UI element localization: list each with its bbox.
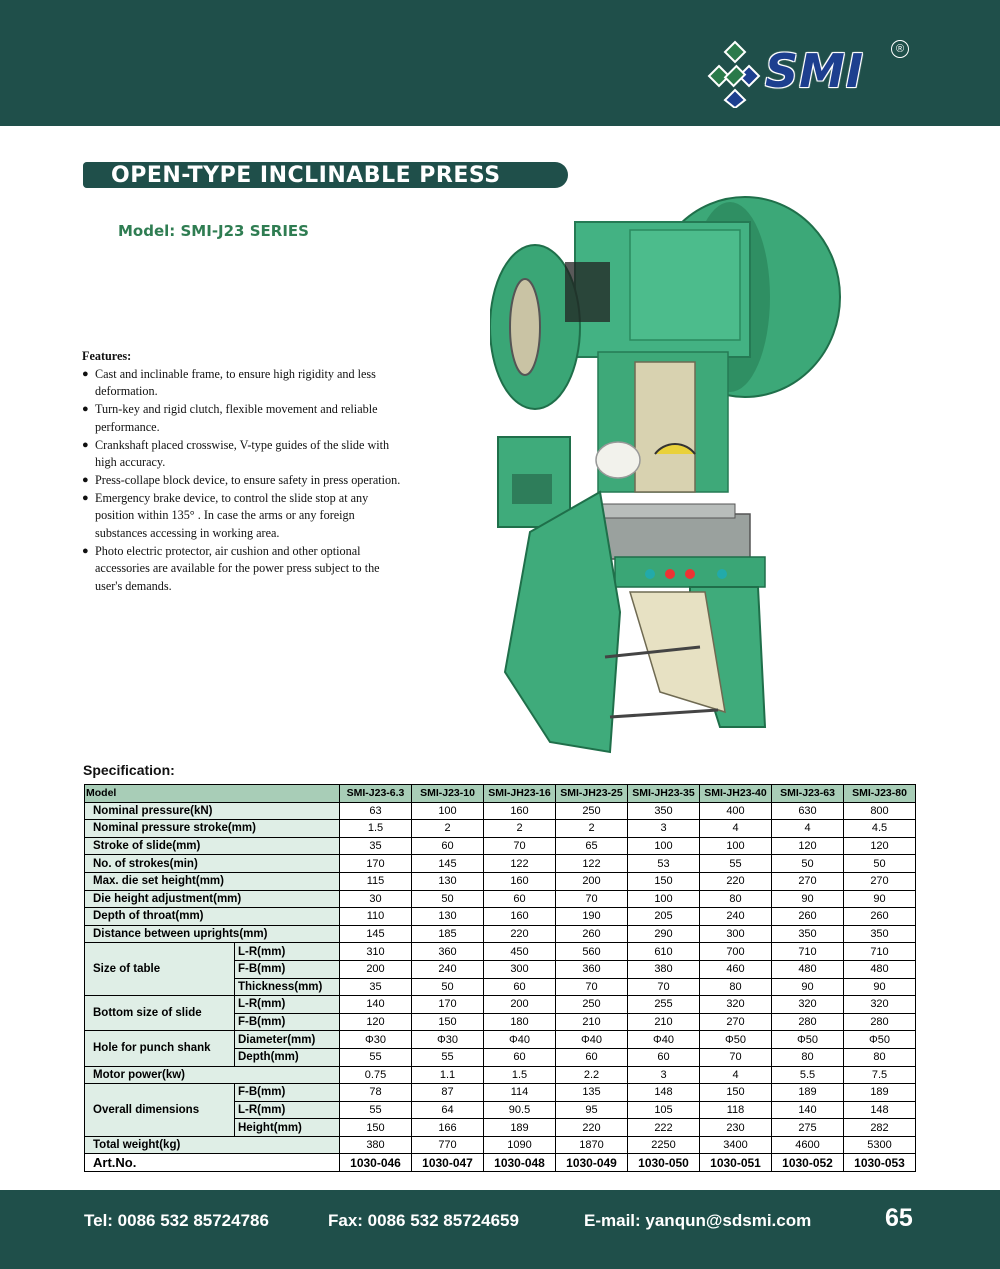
- table-cell: 170: [340, 855, 412, 873]
- table-cell: 4: [700, 820, 772, 838]
- table-cell: 282: [844, 1119, 916, 1137]
- table-cell: 70: [700, 1048, 772, 1066]
- feature-item: ● Press-collape block device, to ensure safety in press operation.: [82, 472, 402, 490]
- table-row: [85, 837, 916, 855]
- table-cell: 80: [844, 1048, 916, 1066]
- table-cell: 200: [556, 872, 628, 890]
- features-section: [82, 348, 402, 596]
- column-header: SMI-JH23-35: [628, 785, 700, 803]
- table-cell: Φ40: [556, 1031, 628, 1049]
- table-cell: 480: [772, 960, 844, 978]
- table-cell: 114: [484, 1084, 556, 1102]
- table-cell: 360: [412, 943, 484, 961]
- table-cell: 166: [412, 1119, 484, 1137]
- table-cell: 260: [844, 908, 916, 926]
- row-sublabel: L-R(mm): [235, 996, 340, 1014]
- table-row: [85, 925, 916, 943]
- table-cell: 100: [700, 837, 772, 855]
- table-row: [85, 1031, 916, 1049]
- table-cell: 87: [412, 1084, 484, 1102]
- table-cell: 65: [556, 837, 628, 855]
- table-cell: 240: [700, 908, 772, 926]
- press-machine-image: [490, 192, 850, 757]
- table-cell: 64: [412, 1101, 484, 1119]
- table-cell: 150: [628, 872, 700, 890]
- table-cell: 148: [628, 1084, 700, 1102]
- table-cell: 55: [340, 1101, 412, 1119]
- table-cell: 53: [628, 855, 700, 873]
- table-cell: 3: [628, 1066, 700, 1084]
- table-cell: 1870: [556, 1136, 628, 1154]
- row-label: Max. die set height(mm): [85, 872, 340, 890]
- smi-logo: [705, 38, 915, 108]
- feature-item: ● Cast and inclinable frame, to ensure high rigidity and less deformation.: [82, 366, 402, 401]
- table-row: [85, 1084, 916, 1102]
- table-cell: 2250: [628, 1136, 700, 1154]
- table-cell: 70: [484, 837, 556, 855]
- table-cell: 250: [556, 996, 628, 1014]
- table-cell: 380: [340, 1136, 412, 1154]
- table-cell: 320: [844, 996, 916, 1014]
- footer-tel: Tel: 0086 532 85724786: [84, 1211, 269, 1230]
- table-row: [85, 872, 916, 890]
- row-group-label: Hole for punch shank: [85, 1031, 235, 1066]
- table-cell: 90.5: [484, 1101, 556, 1119]
- table-cell: 270: [844, 872, 916, 890]
- column-header: SMI-J23-10: [412, 785, 484, 803]
- table-cell: 240: [412, 960, 484, 978]
- column-header: SMI-J23-6.3: [340, 785, 412, 803]
- table-cell: 1030-047: [412, 1154, 484, 1172]
- table-cell: 770: [412, 1136, 484, 1154]
- table-cell: 3400: [700, 1136, 772, 1154]
- table-cell: 210: [556, 1013, 628, 1031]
- table-cell: 80: [772, 1048, 844, 1066]
- table-cell: 255: [628, 996, 700, 1014]
- table-row: [85, 1136, 916, 1154]
- table-cell: 148: [844, 1101, 916, 1119]
- row-label: Total weight(kg): [85, 1136, 340, 1154]
- table-cell: 275: [772, 1119, 844, 1137]
- row-sublabel: Diameter(mm): [235, 1031, 340, 1049]
- table-cell: 60: [412, 837, 484, 855]
- table-cell: 220: [484, 925, 556, 943]
- table-cell: 140: [772, 1101, 844, 1119]
- spec-table: [84, 784, 916, 1172]
- table-cell: 700: [700, 943, 772, 961]
- table-cell: 460: [700, 960, 772, 978]
- table-cell: 80: [700, 978, 772, 996]
- table-cell: 170: [412, 996, 484, 1014]
- table-cell: 60: [484, 890, 556, 908]
- table-cell: 90: [772, 978, 844, 996]
- row-group-label: Overall dimensions: [85, 1084, 235, 1137]
- table-cell: 35: [340, 837, 412, 855]
- registered-mark: ®: [891, 40, 909, 58]
- table-row: [85, 908, 916, 926]
- table-cell: 200: [484, 996, 556, 1014]
- table-cell: 189: [772, 1084, 844, 1102]
- table-cell: 300: [484, 960, 556, 978]
- table-cell: 150: [340, 1119, 412, 1137]
- table-cell: 160: [484, 872, 556, 890]
- table-cell: 1030-046: [340, 1154, 412, 1172]
- table-cell: 50: [412, 978, 484, 996]
- table-cell: 0.75: [340, 1066, 412, 1084]
- smi-emblem-icon: [705, 38, 765, 108]
- table-cell: 122: [484, 855, 556, 873]
- table-cell: 55: [700, 855, 772, 873]
- column-header: SMI-JH23-16: [484, 785, 556, 803]
- table-cell: 270: [772, 872, 844, 890]
- row-label: Motor power(kw): [85, 1066, 340, 1084]
- table-cell: 1030-051: [700, 1154, 772, 1172]
- table-header-row: [85, 785, 916, 803]
- table-cell: 5300: [844, 1136, 916, 1154]
- table-cell: 290: [628, 925, 700, 943]
- table-cell: 60: [628, 1048, 700, 1066]
- table-cell: 160: [484, 908, 556, 926]
- table-cell: 380: [628, 960, 700, 978]
- table-cell: 2: [484, 820, 556, 838]
- column-header: SMI-J23-63: [772, 785, 844, 803]
- table-cell: 145: [412, 855, 484, 873]
- brand-name: SMI: [765, 44, 865, 98]
- spec-title: Specification:: [83, 762, 175, 778]
- table-cell: 63: [340, 802, 412, 820]
- column-header: SMI-JH23-40: [700, 785, 772, 803]
- table-cell: 105: [628, 1101, 700, 1119]
- table-cell: 1030-049: [556, 1154, 628, 1172]
- table-row: [85, 802, 916, 820]
- table-cell: 210: [628, 1013, 700, 1031]
- row-label: Nominal pressure stroke(mm): [85, 820, 340, 838]
- feature-item: ● Emergency brake device, to control the slide stop at any position within 135° . In case the arms or any foreign substances accessing in working area.: [82, 490, 402, 543]
- table-cell: 280: [844, 1013, 916, 1031]
- table-cell: 4600: [772, 1136, 844, 1154]
- table-row: [85, 820, 916, 838]
- feature-item: ● Turn-key and rigid clutch, flexible movement and reliable performance.: [82, 401, 402, 436]
- table-row: [85, 890, 916, 908]
- table-cell: 55: [412, 1048, 484, 1066]
- table-cell: 800: [844, 802, 916, 820]
- table-cell: Φ50: [844, 1031, 916, 1049]
- table-cell: 2: [556, 820, 628, 838]
- table-cell: 60: [556, 1048, 628, 1066]
- table-cell: 145: [340, 925, 412, 943]
- table-cell: 30: [340, 890, 412, 908]
- table-cell: 135: [556, 1084, 628, 1102]
- table-cell: 280: [772, 1013, 844, 1031]
- table-cell: 222: [628, 1119, 700, 1137]
- table-cell: 70: [556, 890, 628, 908]
- table-cell: 200: [340, 960, 412, 978]
- table-cell: 1030-053: [844, 1154, 916, 1172]
- table-cell: 350: [628, 802, 700, 820]
- row-sublabel: Height(mm): [235, 1119, 340, 1137]
- row-sublabel: F-B(mm): [235, 1013, 340, 1031]
- table-cell: 300: [700, 925, 772, 943]
- table-cell: 5.5: [772, 1066, 844, 1084]
- table-cell: 95: [556, 1101, 628, 1119]
- footer-fax: Fax: 0086 532 85724659: [328, 1211, 519, 1230]
- table-cell: 610: [628, 943, 700, 961]
- table-cell: 150: [700, 1084, 772, 1102]
- table-cell: 630: [772, 802, 844, 820]
- table-cell: 220: [556, 1119, 628, 1137]
- footer-email: E-mail: yanqun@sdsmi.com: [584, 1211, 812, 1230]
- row-label: Art.No.: [85, 1154, 340, 1172]
- column-header: SMI-JH23-25: [556, 785, 628, 803]
- table-cell: Φ40: [484, 1031, 556, 1049]
- table-cell: 1090: [484, 1136, 556, 1154]
- row-group-label: Bottom size of slide: [85, 996, 235, 1031]
- table-cell: 205: [628, 908, 700, 926]
- table-cell: 140: [340, 996, 412, 1014]
- table-cell: Φ30: [412, 1031, 484, 1049]
- table-cell: Φ50: [700, 1031, 772, 1049]
- table-cell: 90: [844, 978, 916, 996]
- table-cell: 310: [340, 943, 412, 961]
- table-cell: 90: [772, 890, 844, 908]
- table-cell: 230: [700, 1119, 772, 1137]
- row-sublabel: L-R(mm): [235, 1101, 340, 1119]
- table-cell: 60: [484, 1048, 556, 1066]
- row-label: Model: [85, 785, 340, 803]
- table-cell: 70: [556, 978, 628, 996]
- table-cell: 122: [556, 855, 628, 873]
- table-cell: 1.5: [484, 1066, 556, 1084]
- row-sublabel: F-B(mm): [235, 1084, 340, 1102]
- row-label: No. of strokes(min): [85, 855, 340, 873]
- table-cell: 60: [484, 978, 556, 996]
- table-cell: 2: [412, 820, 484, 838]
- table-cell: 180: [484, 1013, 556, 1031]
- table-cell: 480: [844, 960, 916, 978]
- table-cell: 50: [844, 855, 916, 873]
- table-cell: 55: [340, 1048, 412, 1066]
- table-cell: 220: [700, 872, 772, 890]
- table-cell: 3: [628, 820, 700, 838]
- row-label: Depth of throat(mm): [85, 908, 340, 926]
- table-cell: 150: [412, 1013, 484, 1031]
- table-cell: 120: [340, 1013, 412, 1031]
- table-cell: 189: [484, 1119, 556, 1137]
- table-row: [85, 855, 916, 873]
- table-cell: 70: [628, 978, 700, 996]
- table-cell: 130: [412, 872, 484, 890]
- table-cell: 115: [340, 872, 412, 890]
- table-cell: 120: [844, 837, 916, 855]
- row-sublabel: F-B(mm): [235, 960, 340, 978]
- table-row: [85, 943, 916, 961]
- feature-item: ● Crankshaft placed crosswise, V-type guides of the slide with high accuracy.: [82, 437, 402, 472]
- table-cell: 100: [412, 802, 484, 820]
- table-cell: 1030-052: [772, 1154, 844, 1172]
- table-cell: Φ50: [772, 1031, 844, 1049]
- table-cell: 320: [700, 996, 772, 1014]
- table-cell: 35: [340, 978, 412, 996]
- table-row: [85, 996, 916, 1014]
- table-cell: 1030-050: [628, 1154, 700, 1172]
- row-label: Die height adjustment(mm): [85, 890, 340, 908]
- table-cell: 350: [772, 925, 844, 943]
- row-sublabel: L-R(mm): [235, 943, 340, 961]
- table-cell: 320: [772, 996, 844, 1014]
- table-cell: 100: [628, 837, 700, 855]
- table-cell: 270: [700, 1013, 772, 1031]
- table-cell: 120: [772, 837, 844, 855]
- table-cell: 260: [772, 908, 844, 926]
- table-cell: 50: [772, 855, 844, 873]
- features-heading: Features:: [82, 349, 132, 363]
- table-cell: 350: [844, 925, 916, 943]
- table-cell: 4.5: [844, 820, 916, 838]
- row-sublabel: Thickness(mm): [235, 978, 340, 996]
- model-line: Model: SMI-J23 SERIES: [118, 222, 309, 240]
- table-cell: 130: [412, 908, 484, 926]
- table-cell: 250: [556, 802, 628, 820]
- row-label: Stroke of slide(mm): [85, 837, 340, 855]
- table-cell: 4: [772, 820, 844, 838]
- table-cell: Φ40: [628, 1031, 700, 1049]
- table-cell: 400: [700, 802, 772, 820]
- table-cell: 450: [484, 943, 556, 961]
- table-cell: 260: [556, 925, 628, 943]
- row-label: Distance between uprights(mm): [85, 925, 340, 943]
- table-cell: 1.1: [412, 1066, 484, 1084]
- table-cell: 189: [844, 1084, 916, 1102]
- features-list: [82, 366, 402, 596]
- row-sublabel: Depth(mm): [235, 1048, 340, 1066]
- table-cell: 360: [556, 960, 628, 978]
- table-cell: 110: [340, 908, 412, 926]
- table-cell: 78: [340, 1084, 412, 1102]
- table-cell: 1.5: [340, 820, 412, 838]
- table-cell: 1030-048: [484, 1154, 556, 1172]
- table-cell: 160: [484, 802, 556, 820]
- feature-item: ● Photo electric protector, air cushion and other optional accessories are available for the power press subject to the user's demands.: [82, 543, 402, 596]
- table-cell: 560: [556, 943, 628, 961]
- table-row: [85, 1154, 916, 1172]
- table-cell: 710: [844, 943, 916, 961]
- table-cell: 80: [700, 890, 772, 908]
- page-number: 65: [885, 1204, 913, 1232]
- table-cell: 50: [412, 890, 484, 908]
- table-row: [85, 1066, 916, 1084]
- title-banner: [83, 162, 568, 188]
- page-title: OPEN-TYPE INCLINABLE PRESS: [111, 163, 501, 188]
- row-label: Nominal pressure(kN): [85, 802, 340, 820]
- table-cell: 2.2: [556, 1066, 628, 1084]
- row-group-label: Size of table: [85, 943, 235, 996]
- table-cell: 190: [556, 908, 628, 926]
- table-cell: 710: [772, 943, 844, 961]
- table-cell: 90: [844, 890, 916, 908]
- table-cell: 118: [700, 1101, 772, 1119]
- table-cell: 4: [700, 1066, 772, 1084]
- table-cell: 7.5: [844, 1066, 916, 1084]
- table-cell: 100: [628, 890, 700, 908]
- column-header: SMI-J23-80: [844, 785, 916, 803]
- table-cell: Φ30: [340, 1031, 412, 1049]
- table-cell: 185: [412, 925, 484, 943]
